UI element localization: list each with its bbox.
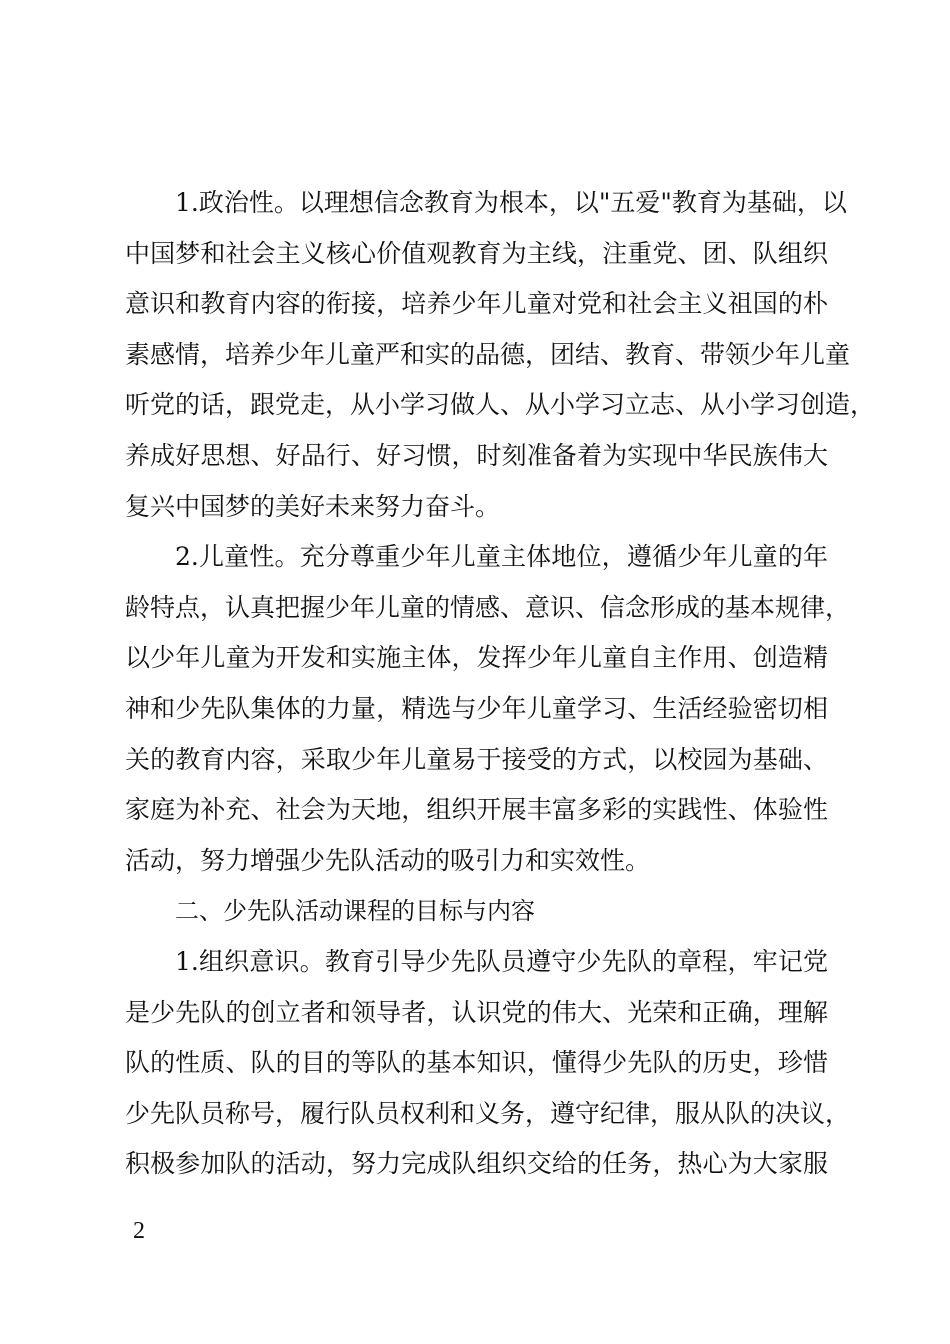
paragraph-line: 以少年儿童为开发和实施主体，发挥少年儿童自主作用、创造精 bbox=[125, 643, 828, 673]
paragraph bbox=[125, 532, 851, 886]
paragraph-line: 家庭为补充、社会为天地，组织开展丰富多彩的实践性、体验性 bbox=[125, 795, 828, 825]
paragraph-line: 龄特点，认真把握少年儿童的情感、意识、信念形成的基本规律， bbox=[125, 592, 851, 622]
paragraph-line: 活动，努力增强少先队活动的吸引力和实效性。 bbox=[125, 845, 651, 875]
paragraph-line: 关的教育内容，采取少年儿童易于接受的方式，以校园为基础、 bbox=[125, 744, 828, 774]
body-text bbox=[125, 178, 876, 1190]
section-heading bbox=[125, 886, 828, 937]
paragraph-line: 积极参加队的活动，努力完成队组织交给的任务，热心为大家服 bbox=[125, 1149, 828, 1179]
paragraph-line: 队的性质、队的目的等队的基本知识，懂得少先队的历史，珍惜 bbox=[125, 1048, 828, 1078]
paragraph-line: 2.儿童性。充分尊重少年儿童主体地位，遵循少年儿童的年 bbox=[175, 542, 828, 572]
paragraph-line: 神和少先队集体的力量，精选与少年儿童学习、生活经验密切相 bbox=[125, 693, 828, 723]
paragraph-line: 1.政治性。以理想信念教育为根本，以"五爱"教育为基础，以 bbox=[175, 188, 847, 217]
paragraph-line: 听党的话，跟党走，从小学习做人、从小学习立志、从小学习创造， bbox=[125, 390, 876, 420]
paragraph-line: 意识和教育内容的衔接，培养少年儿童对党和社会主义祖国的朴 bbox=[125, 289, 828, 319]
paragraph-line: 素感情，培养少年儿童严和实的品德，团结、教育、带领少年儿童 bbox=[125, 339, 851, 369]
paragraph-line: 是少先队的创立者和领导者，认识党的伟大、光荣和正确，理解 bbox=[125, 997, 828, 1027]
paragraph-line: 复兴中国梦的美好未来努力奋斗。 bbox=[125, 491, 501, 521]
paragraph bbox=[125, 178, 876, 532]
heading-line: 二、少先队活动课程的目标与内容 bbox=[175, 897, 535, 926]
page-number: 2 bbox=[133, 1218, 145, 1244]
paragraph-line: 1.组织意识。教育引导少先队员遵守少先队的章程，牢记党 bbox=[175, 946, 828, 976]
paragraph-line: 养成好思想、好品行、好习惯，时刻准备着为实现中华民族伟大 bbox=[125, 440, 828, 470]
paragraph bbox=[125, 937, 851, 1190]
paragraph-line: 少先队员称号，履行队员权利和义务，遵守纪律，服从队的决议， bbox=[125, 1098, 851, 1128]
paragraph-line: 中国梦和社会主义核心价值观教育为主线，注重党、团、队组织 bbox=[125, 238, 828, 268]
